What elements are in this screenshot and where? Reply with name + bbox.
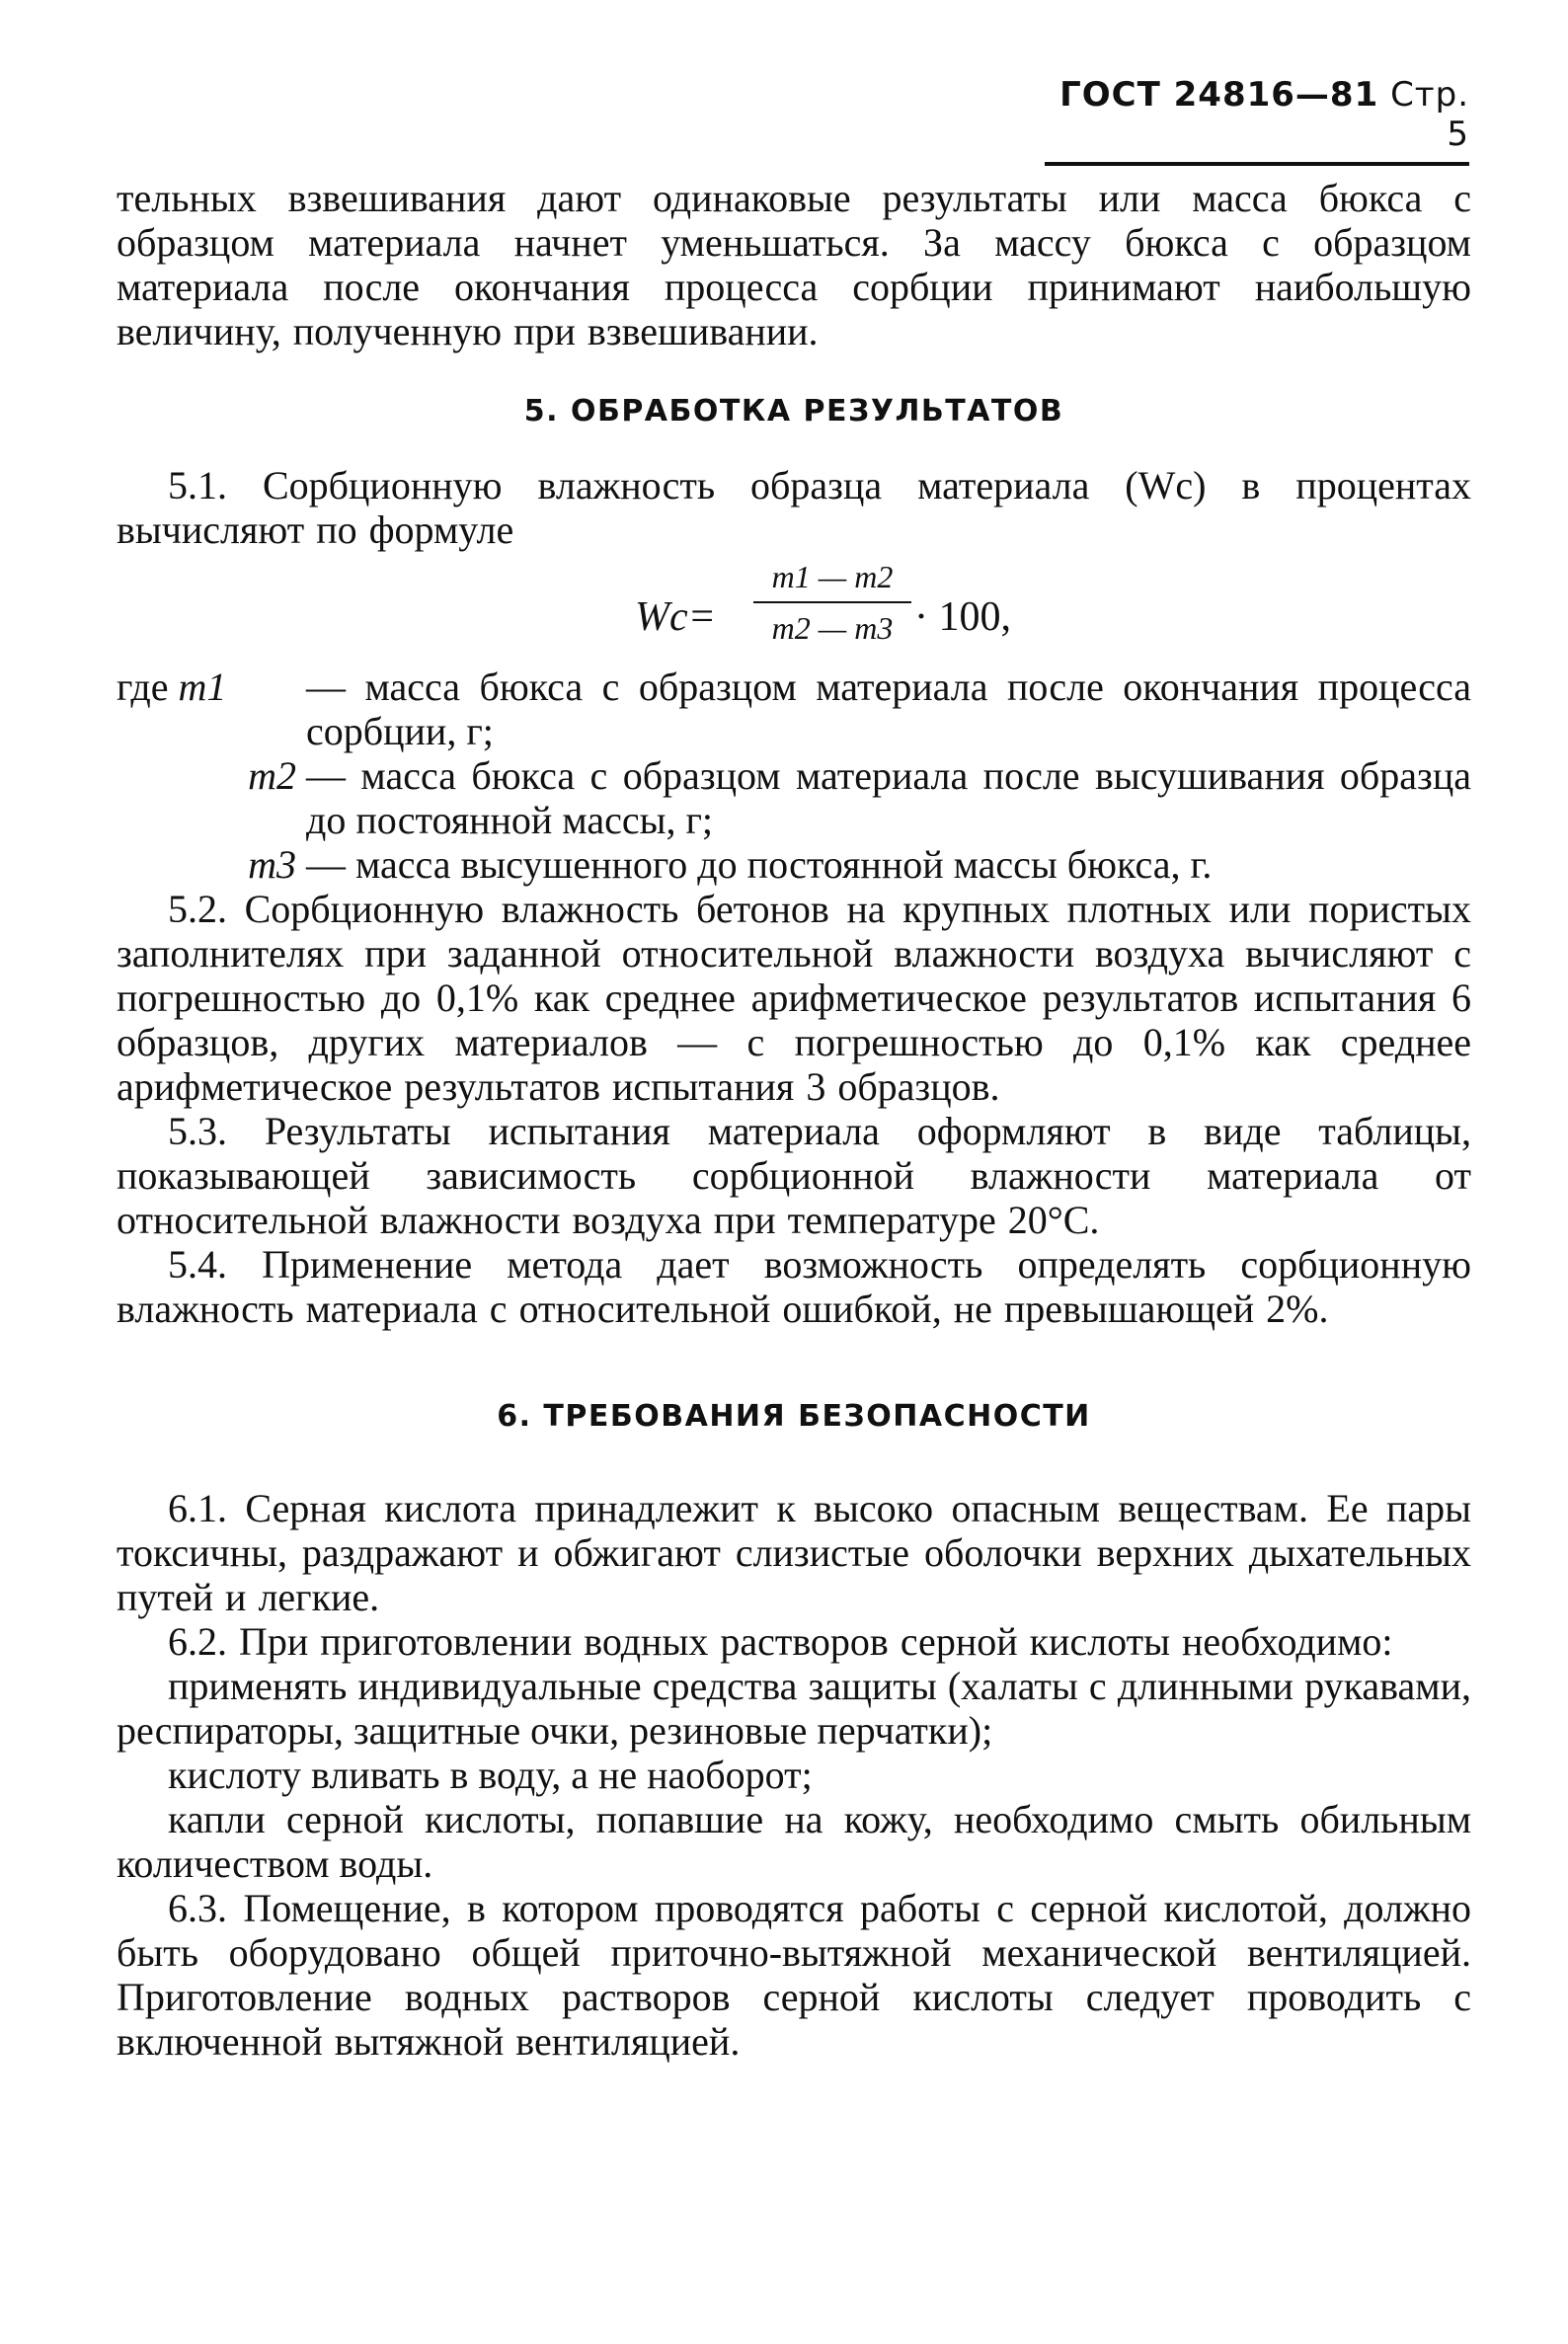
definition-variable: m3 (248, 842, 296, 887)
paragraph-5-3: 5.3. Результаты испытания материала оформляют в виде таблицы, показывающей зависимость сорбционной влажности материала от относительной влажности воздуха при температуре 20°С. (117, 1109, 1471, 1242)
formula-denominator: m2 — m3 (771, 610, 894, 646)
paragraph-6-3: 6.3. Помещение, в котором проводятся работы с серной кислотой, должно быть оборудовано общей приточно-вытяжной механической вентиляцией. Приготовление водных растворов серной кислоты следует проводить с включенной вытяжной вентиляцией. (117, 1886, 1471, 2064)
definition-m2 (117, 753, 1471, 842)
paragraph-5-2: 5.2. Сорбционную влажность бетонов на крупных плотных или пористых заполнителях при заданной относительной влажности воздуха вычисляют с погрешностью до 0,1% как среднее арифметическое результатов испытания 6 образцов, других материалов — с погрешностью до 0,1% как среднее арифметическое результатов испытания 3 образцов. (117, 887, 1471, 1109)
list-item: кислоту вливать в воду, а не наоборот; (168, 1753, 813, 1797)
definition-text: — масса бюкса с образцом материала после окончания процесса сорбции, г; (306, 664, 1471, 753)
paragraph-5-1: 5.1. Сорбционную влажность образца материала (Wс) в процентах вычисляют по формуле (117, 463, 1471, 552)
definition-variable: m1 (178, 664, 227, 709)
paragraph-6-2: 6.2. При приготовлении водных растворов серной кислоты необходимо: (168, 1619, 1393, 1664)
standard-number: ГОСТ 24816—81 (1059, 75, 1379, 115)
paragraph-5-4: 5.4. Применение метода дает возможность определять сорбционную влажность материала с относительной ошибкой, не превышающей 2%. (117, 1242, 1471, 1331)
definition-text: — масса бюкса с образцом материала после высушивания образца до постоянной массы, г; (306, 753, 1471, 842)
formula-fraction (753, 558, 911, 647)
page-number: Стр. 5 (1390, 75, 1469, 154)
fraction-bar (753, 601, 911, 603)
formula-numerator: m1 — m2 (771, 559, 894, 594)
page-header (1045, 75, 1469, 166)
list-item: капли серной кислоты, попавшие на кожу, необходимо смыть обильным количеством воды. (117, 1797, 1471, 1886)
definition-m3 (117, 842, 1471, 887)
definition-text: — масса высушенного до постоянной массы бюкса, г. (306, 842, 1213, 887)
section-5-heading: 5. ОБРАБОТКА РЕЗУЛЬТАТОВ (523, 394, 1064, 429)
definition-m1 (117, 664, 1471, 753)
list-item: применять индивидуальные средства защиты (халаты с длинными рукавами, респираторы, защитные очки, резиновые перчатки); (117, 1664, 1471, 1753)
formula-lhs: Wc= (635, 594, 716, 640)
document-body (117, 176, 1471, 2064)
formula-rhs: · 100, (914, 594, 1011, 640)
paragraph-6-1: 6.1. Серная кислота принадлежит к высоко опасным веществам. Ее пары токсичны, раздражают и обжигают слизистые оболочки верхних дыхательных путей и легкие. (117, 1486, 1471, 1619)
section-6-heading: 6. ТРЕБОВАНИЯ БЕЗОПАСНОСТИ (497, 1399, 1091, 1434)
where-label: где (117, 664, 169, 709)
definition-variable: m2 (248, 753, 296, 798)
intro-paragraph: тельных взвешивания дают одинаковые результаты или масса бюкса с образцом материала начнет уменьшаться. За массу бюкса с образцом материала после окончания процесса сорбции принимают наибольшую величину, полученную при взвешивании. (117, 176, 1471, 353)
formula (117, 554, 1471, 664)
